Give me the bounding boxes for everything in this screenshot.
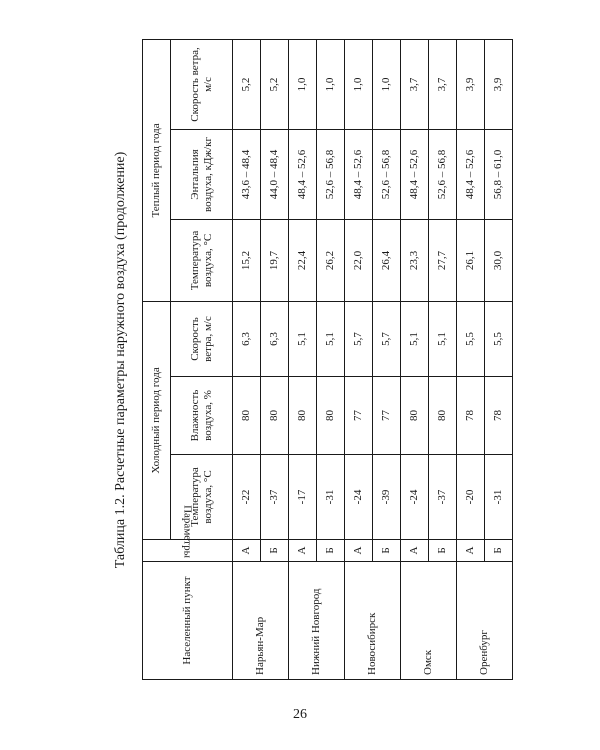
header-cold-period: Холодный период года <box>143 301 171 539</box>
cold-wind-cell: 6,3 <box>233 301 261 376</box>
warm-temp-cell: 26,1 <box>457 219 485 301</box>
enthalpy-cell: 48,4 – 52,6 <box>289 129 317 219</box>
warm-wind-cell: 3,9 <box>485 39 513 129</box>
cold-wind-cell: 5,1 <box>429 301 457 376</box>
header-warm-period: Теплый период года <box>143 39 171 301</box>
table-row <box>401 39 429 679</box>
city-cell: Оренбург <box>457 562 513 680</box>
cold-wind-cell: 5,7 <box>345 301 373 376</box>
warm-wind-cell: 3,7 <box>401 39 429 129</box>
warm-temp-cell: 30,0 <box>485 219 513 301</box>
table-row <box>345 39 373 679</box>
cold-temp-cell: -31 <box>485 455 513 540</box>
cold-temp-cell: -37 <box>261 455 289 540</box>
cold-wind-cell: 5,5 <box>485 301 513 376</box>
cold-wind-cell: 5,5 <box>457 301 485 376</box>
humidity-cell: 80 <box>289 377 317 455</box>
cold-temp-cell: -24 <box>345 455 373 540</box>
warm-temp-cell: 27,7 <box>429 219 457 301</box>
cold-wind-cell: 6,3 <box>261 301 289 376</box>
city-cell: Нарьян-Мар <box>233 562 289 680</box>
humidity-cell: 78 <box>457 377 485 455</box>
rotated-table-block <box>108 40 513 680</box>
enthalpy-cell: 43,6 – 48,4 <box>233 129 261 219</box>
warm-wind-cell: 3,7 <box>429 39 457 129</box>
table-body <box>143 39 513 679</box>
parameters-table <box>142 39 513 680</box>
city-cell: Нижний Новгород <box>289 562 345 680</box>
header-cold-humidity: Влажность воздуха, % <box>171 377 233 455</box>
warm-temp-cell: 19,7 <box>261 219 289 301</box>
param-cell: А <box>401 540 429 562</box>
param-cell: А <box>233 540 261 562</box>
param-cell: А <box>457 540 485 562</box>
warm-wind-cell: 1,0 <box>289 39 317 129</box>
city-cell: Новосибирск <box>345 562 401 680</box>
cold-wind-cell: 5,1 <box>317 301 345 376</box>
header-warm-wind: Скорость ветра, м/с <box>171 39 233 129</box>
enthalpy-cell: 48,4 – 52,6 <box>345 129 373 219</box>
warm-temp-cell: 22,4 <box>289 219 317 301</box>
warm-wind-cell: 5,2 <box>261 39 289 129</box>
header-params <box>143 505 233 562</box>
warm-temp-cell: 22,0 <box>345 219 373 301</box>
param-cell: Б <box>485 540 513 562</box>
param-cell: Б <box>317 540 345 562</box>
warm-temp-cell: 23,3 <box>401 219 429 301</box>
page-number: 26 <box>293 707 307 722</box>
table-caption: Таблица 1.2. Расчетные параметры наружного воздуха (продолжение) <box>113 151 128 569</box>
warm-wind-cell: 1,0 <box>317 39 345 129</box>
header-params-label: Параметры <box>181 505 194 558</box>
table-row <box>289 39 317 679</box>
warm-temp-cell: 26,4 <box>373 219 401 301</box>
cold-temp-cell: -20 <box>457 455 485 540</box>
header-warm-temperature: Температура воздуха, °С <box>171 219 233 301</box>
enthalpy-cell: 48,4 – 52,6 <box>401 129 429 219</box>
humidity-cell: 80 <box>233 377 261 455</box>
param-cell: Б <box>261 540 289 562</box>
enthalpy-cell: 56,8 – 61,0 <box>485 129 513 219</box>
cold-temp-cell: -17 <box>289 455 317 540</box>
enthalpy-cell: 44,0 – 48,4 <box>261 129 289 219</box>
cold-temp-cell: -24 <box>401 455 429 540</box>
cold-wind-cell: 5,7 <box>373 301 401 376</box>
humidity-cell: 80 <box>429 377 457 455</box>
city-cell: Омск <box>401 562 457 680</box>
cold-temp-cell: -31 <box>317 455 345 540</box>
warm-wind-cell: 1,0 <box>345 39 373 129</box>
cold-temp-cell: -39 <box>373 455 401 540</box>
table-row <box>457 39 485 679</box>
cold-wind-cell: 5,1 <box>401 301 429 376</box>
header-warm-enthalpy: Энтальпия воздуха, кДж/кг <box>171 129 233 219</box>
param-cell: Б <box>429 540 457 562</box>
warm-temp-cell: 15,2 <box>233 219 261 301</box>
enthalpy-cell: 48,4 – 52,6 <box>457 129 485 219</box>
table-row <box>233 39 261 679</box>
cold-temp-cell: -22 <box>233 455 261 540</box>
header-cold-wind: Скорость ветра, м/с <box>171 301 233 376</box>
warm-wind-cell: 3,9 <box>457 39 485 129</box>
header-cold-temperature: Температура воздуха, °С <box>171 455 233 540</box>
humidity-cell: 80 <box>317 377 345 455</box>
humidity-cell: 78 <box>485 377 513 455</box>
enthalpy-cell: 52,6 – 56,8 <box>373 129 401 219</box>
header-city: Населенный пункт <box>143 562 233 680</box>
enthalpy-cell: 52,6 – 56,8 <box>317 129 345 219</box>
humidity-cell: 77 <box>373 377 401 455</box>
warm-wind-cell: 1,0 <box>373 39 401 129</box>
cold-wind-cell: 5,1 <box>289 301 317 376</box>
param-cell: А <box>345 540 373 562</box>
cold-temp-cell: -37 <box>429 455 457 540</box>
param-cell: Б <box>373 540 401 562</box>
warm-temp-cell: 26,2 <box>317 219 345 301</box>
header-row-groups <box>143 39 171 679</box>
humidity-cell: 77 <box>345 377 373 455</box>
warm-wind-cell: 5,2 <box>233 39 261 129</box>
enthalpy-cell: 52,6 – 56,8 <box>429 129 457 219</box>
humidity-cell: 80 <box>261 377 289 455</box>
param-cell: А <box>289 540 317 562</box>
humidity-cell: 80 <box>401 377 429 455</box>
